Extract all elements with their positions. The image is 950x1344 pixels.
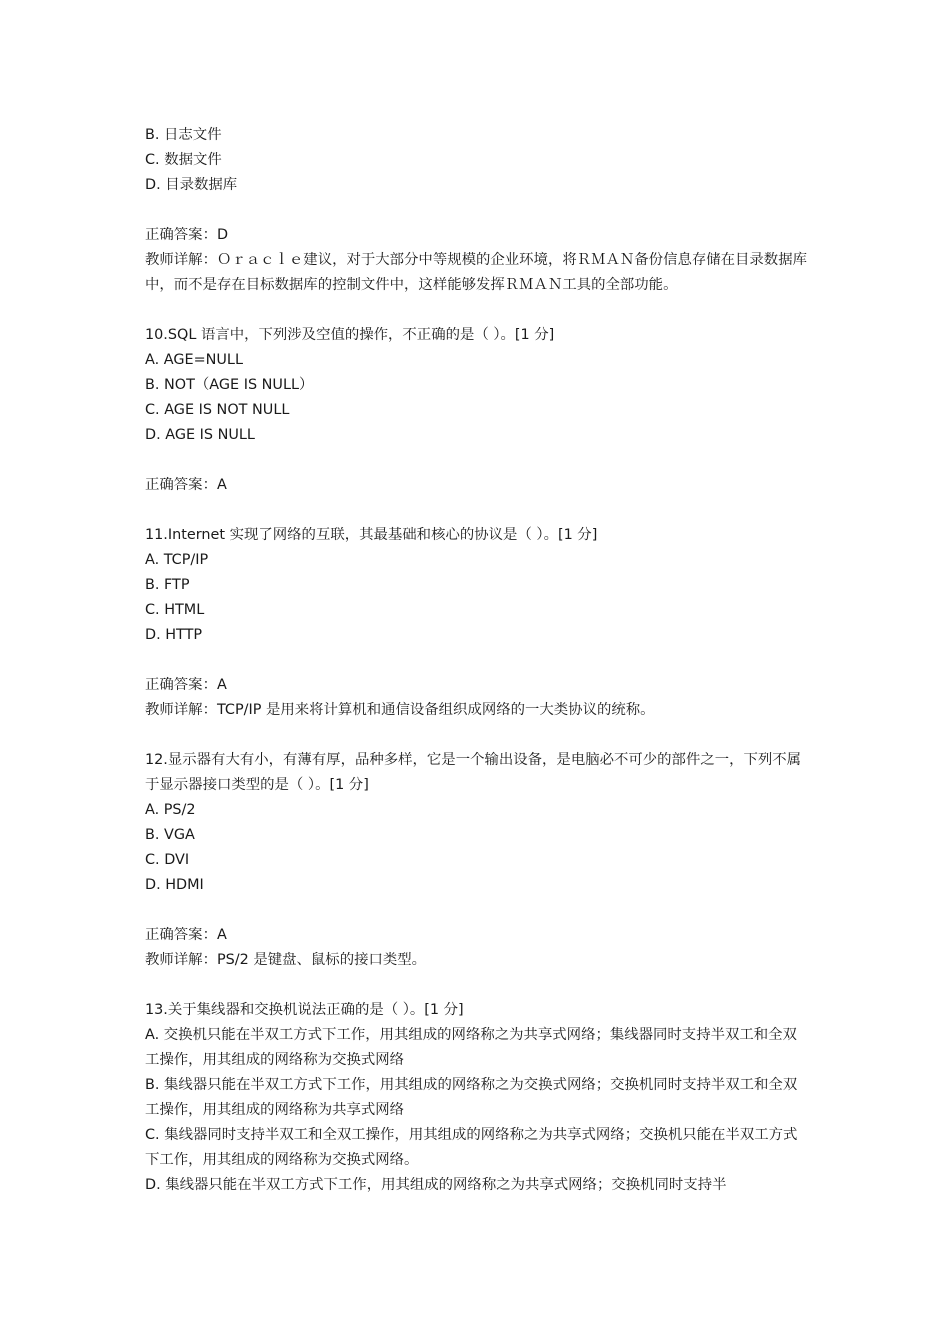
q12-explanation: 教师详解：PS/2 是键盘、鼠标的接口类型。 — [145, 952, 427, 968]
q12-option-d: D. HDMI — [145, 877, 204, 893]
q9-option-d: D. 目录数据库 — [145, 177, 238, 193]
q12-option-a: A. PS/2 — [145, 802, 196, 818]
q9-answer: 正确答案：D — [145, 227, 229, 243]
q12-option-b: B. VGA — [145, 827, 195, 843]
q11-option-a: A. TCP/IP — [145, 552, 209, 568]
spacer — [145, 898, 810, 923]
spacer — [145, 498, 810, 523]
q11-option-c: C. HTML — [145, 602, 205, 618]
q11-option-b: B. FTP — [145, 577, 190, 593]
spacer — [145, 198, 810, 223]
q13-option-a: A. 交换机只能在半双工方式下工作，用其组成的网络称之为共享式网络；集线器同时支持半双工和全双工操作，用其组成的网络称为交换式网络 — [145, 1027, 797, 1068]
q11-option-d: D. HTTP — [145, 627, 203, 643]
q10-option-a: A. AGE=NULL — [145, 352, 243, 368]
q11-question: 11.Internet 实现了网络的互联，其最基础和核心的协议是（ ）。[1 分] — [145, 527, 598, 543]
q13-option-d: D. 集线器只能在半双工方式下工作，用其组成的网络称之为共享式网络；交换机同时支持半 — [145, 1177, 727, 1193]
spacer — [145, 648, 810, 673]
q13-option-b: B. 集线器只能在半双工方式下工作，用其组成的网络称之为交换式网络；交换机同时支持半双工和全双工操作，用其组成的网络称为共享式网络 — [145, 1077, 798, 1118]
q13-question: 13.关于集线器和交换机说法正确的是（ ）。[1 分] — [145, 1002, 464, 1018]
q12-answer: 正确答案：A — [145, 927, 227, 943]
document-body — [145, 123, 810, 1198]
q11-answer: 正确答案：A — [145, 677, 227, 693]
q13-option-c: C. 集线器同时支持半双工和全双工操作，用其组成的网络称之为共享式网络；交换机只能在半双工方式下工作，用其组成的网络称为交换式网络。 — [145, 1127, 798, 1168]
spacer — [145, 448, 810, 473]
spacer — [145, 723, 810, 748]
spacer — [145, 973, 810, 998]
q12-question: 12.显示器有大有小，有薄有厚，品种多样，它是一个输出设备，是电脑必不可少的部件之一，下列不属于显示器接口类型的是（ ）。[1 分] — [145, 752, 802, 793]
q11-explanation: 教师详解：TCP/IP 是用来将计算机和通信设备组织成网络的一大类协议的统称。 — [145, 702, 655, 718]
q12-option-c: C. DVI — [145, 852, 190, 868]
q10-option-b: B. NOT（AGE IS NULL） — [145, 377, 314, 393]
q10-question: 10.SQL 语言中，下列涉及空值的操作，不正确的是（ ）。[1 分] — [145, 327, 555, 343]
spacer — [145, 298, 810, 323]
q9-explanation: 教师详解：Ｏｒａｃｌｅ建议，对于大部分中等规模的企业环境，将ＲＭＡＮ备份信息存储在目录数据库中，而不是存在目标数据库的控制文件中，这样能够发挥ＲＭＡＮ工具的全部功能。 — [145, 252, 807, 293]
q10-answer: 正确答案：A — [145, 477, 227, 493]
q9-option-c: C. 数据文件 — [145, 152, 222, 168]
q10-option-d: D. AGE IS NULL — [145, 427, 255, 443]
q9-option-b: B. 日志文件 — [145, 127, 222, 143]
q10-option-c: C. AGE IS NOT NULL — [145, 402, 290, 418]
